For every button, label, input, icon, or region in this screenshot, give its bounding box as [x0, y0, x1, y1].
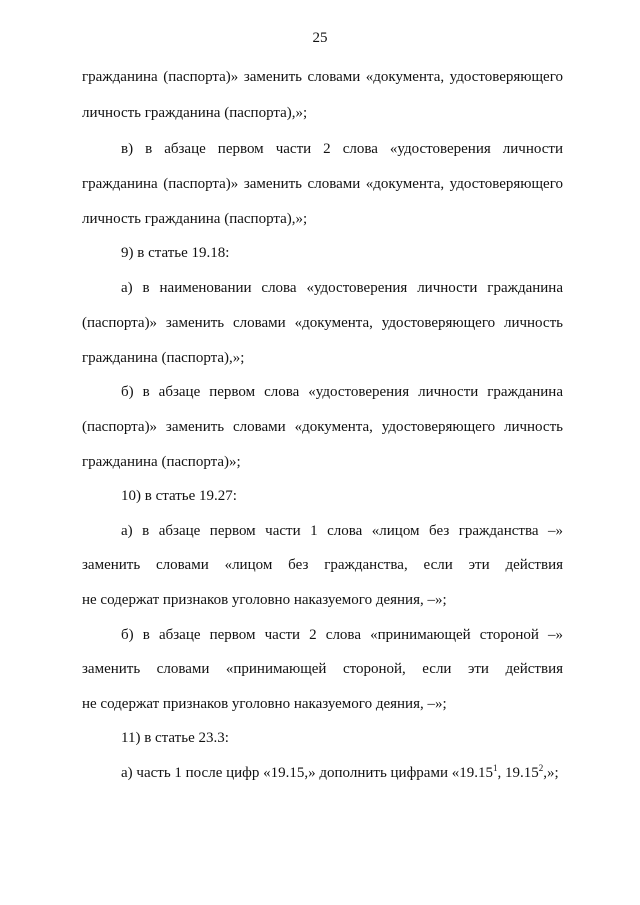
text-fragment: , 19.15 [497, 765, 539, 781]
text-line: гражданина (паспорта)» заменить словами «документа, удостоверяющего [82, 176, 563, 192]
superscript: 1 [492, 763, 498, 773]
text-line: не содержат признаков уголовно наказуемого деяния, –»; [82, 696, 447, 712]
superscript: 2 [538, 763, 544, 773]
text-line: гражданина (паспорта),»; [82, 350, 245, 366]
text-line: заменить словами «принимающей стороной, если эти действия [82, 661, 563, 677]
text-line: гражданина (паспорта)» заменить словами «документа, удостоверяющего [82, 69, 563, 85]
text-line: (паспорта)» заменить словами «документа, удостоверяющего личность [82, 419, 563, 435]
text-line: а) в абзаце первом части 1 слова «лицом без гражданства –» [121, 523, 563, 539]
text-line: заменить словами «лицом без гражданства, если эти действия [82, 557, 563, 573]
text-line: 10) в статье 19.27: [121, 488, 237, 504]
text-line: 11) в статье 23.3: [121, 730, 229, 746]
text-line: не содержат признаков уголовно наказуемого деяния, –»; [82, 592, 447, 608]
text-line: личность гражданина (паспорта),»; [82, 211, 308, 227]
text-line: (паспорта)» заменить словами «документа, удостоверяющего личность [82, 315, 563, 331]
text-line: гражданина (паспорта)»; [82, 454, 241, 470]
text-line: в) в абзаце первом части 2 слова «удостоверения личности [121, 141, 563, 157]
text-fragment: а) часть 1 после цифр «19.15,» дополнить цифрами «19.15 [121, 765, 493, 781]
text-line: б) в абзаце первом части 2 слова «принимающей стороной –» [121, 627, 563, 643]
text-line-with-superscripts [121, 764, 563, 782]
page-number: 25 [312, 30, 328, 46]
text-line: 9) в статье 19.18: [121, 245, 230, 261]
text-line: б) в абзаце первом слова «удостоверения личности гражданина [121, 384, 563, 400]
text-line: а) в наименовании слова «удостоверения личности гражданина [121, 280, 563, 296]
text-fragment: ,»; [543, 765, 559, 781]
text-line: личность гражданина (паспорта),»; [82, 105, 308, 121]
